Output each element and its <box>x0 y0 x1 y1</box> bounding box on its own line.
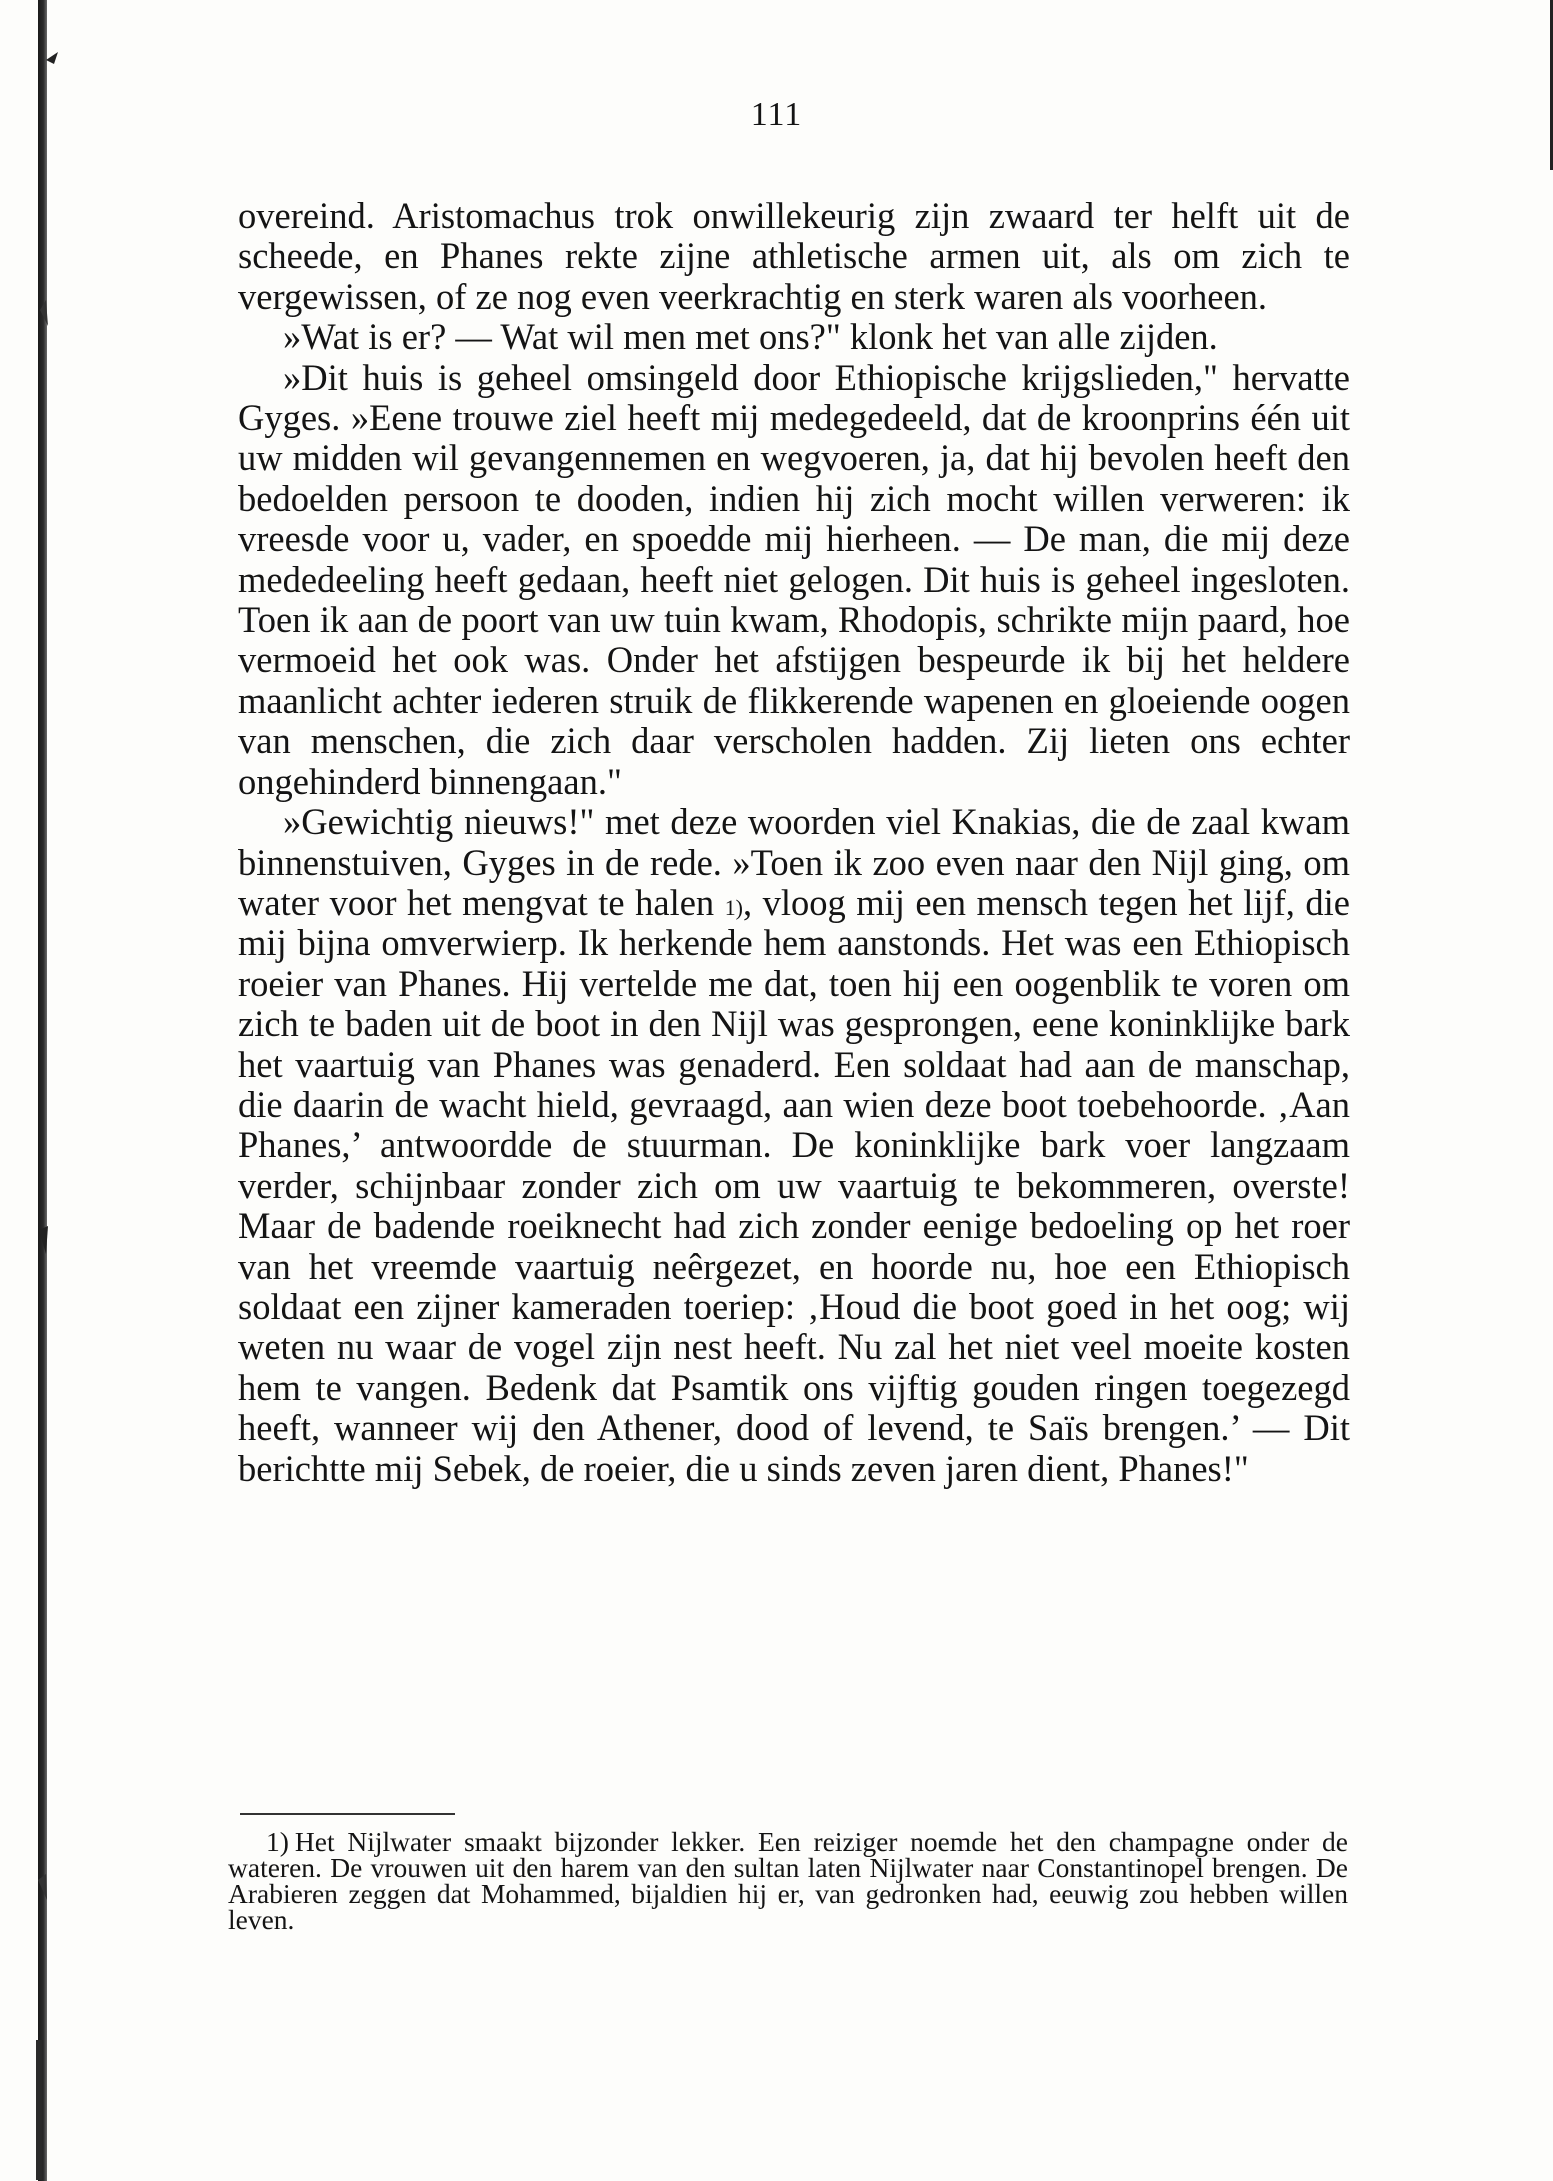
scan-edge-marks <box>30 0 60 2181</box>
footnotes <box>228 1826 1348 1935</box>
page-number: 111 <box>750 96 803 133</box>
paragraph: »Wat is er? — Wat wil men met ons?" klonk het van alle zijden. <box>283 316 1218 358</box>
footnote-marker: 1) <box>266 1826 289 1857</box>
paragraph-text: »Gewichtig nieuws!" met deze woorden viel Knakias, die de zaal kwam binnenstuiven, Gyges in de rede. »Toen ik zoo even naar den Nijl ging, om water voor het mengvat te halen <box>238 801 1350 923</box>
footnote-text: Het Nijlwater smaakt bijzonder lekker. Een reiziger noemde het den champagne onder de wateren. De vrouwen uit den harem van den sultan laten Nijlwater naar Constantinopel brengen. De Arabieren zeggen dat Mohammed, bijaldien hij er, van gedronken had, eeuwig zou hebben willen leven. <box>228 1826 1348 1935</box>
paragraph-text: , vloog mij een mensch tegen het lijf, die mij bijna omverwierp. Ik herkende hem aanstonds. Het was een Ethiopisch roeier van Phanes. Hij vertelde me dat, toen hij een oogenblik te voren om zich te baden uit de boot in den Nijl was gesprongen, eene koninklijke bark het vaartuig van Phanes was genaderd. Een soldaat had aan de manschap, die daarin de wacht hield, gevraagd, aan wien deze boot toebehoorde. ‚Aan Phanes,’ antwoordde de stuurman. De koninklijke bark voer langzaam verder, schijnbaar zonder zich om uw vaartuig te bekommeren, overste! Maar de badende roeiknecht had zich zonder eenige bedoeling op het roer van het vreemde vaartuig neêrgezet, en hoorde nu, hoe een Ethiopisch soldaat een zijner kameraden toeriep: ‚Houd die boot goed in het oog; wij weten nu waar de vogel zijn nest heeft. Nu zal het niet veel moeite kosten hem te vangen. Bedenk dat Psamtik ons vijftig gouden ringen toegezegd heeft, wanneer wij den Athener, dood of levend, te Saïs brengen.’ — Dit berichtte mij Sebek, de roeier, die u sinds zeven jaren dient, Phanes!" <box>238 881 1351 1489</box>
paragraph: overeind. Aristomachus trok onwillekeurig zijn zwaard ter helft uit de scheede, en Phanes rekte zijne athletische armen uit, als om zich te vergewissen, of ze nog even veerkrachtig en sterk waren als voorheen. <box>238 195 1350 317</box>
footnote-separator <box>240 1813 455 1815</box>
paragraph <box>238 802 1350 1489</box>
paragraph: »Dit huis is geheel omsingeld door Ethiopische krijgslieden," hervatte Gyges. »Eene trouwe ziel heeft mij medegedeeld, dat de kroonprins één uit uw midden wil gevangennemen en wegvoeren, ja, dat hij bevolen heeft den bedoelden persoon te dooden, indien hij zich mocht willen verweren: ik vreesde voor u, vader, en spoedde mij hierheen. — De man, die mij deze mededeeling heeft gedaan, heeft niet gelogen. Dit huis is geheel ingesloten. Toen ik aan de poort van uw tuin kwam, Rhodopis, schrikte mijn paard, hoe vermoeid het ook was. Onder het afstijgen bespeurde ik bij het heldere maanlicht achter iederen struik de flikkerende wapenen en gloeiende oogen van menschen, die zich daar verscholen hadden. Zij lieten ons echter ongehinderd binnengaan." <box>238 356 1350 802</box>
footnote-reference: 1) <box>724 894 743 920</box>
footnote <box>228 1826 1348 1935</box>
main-text <box>238 196 1350 1489</box>
